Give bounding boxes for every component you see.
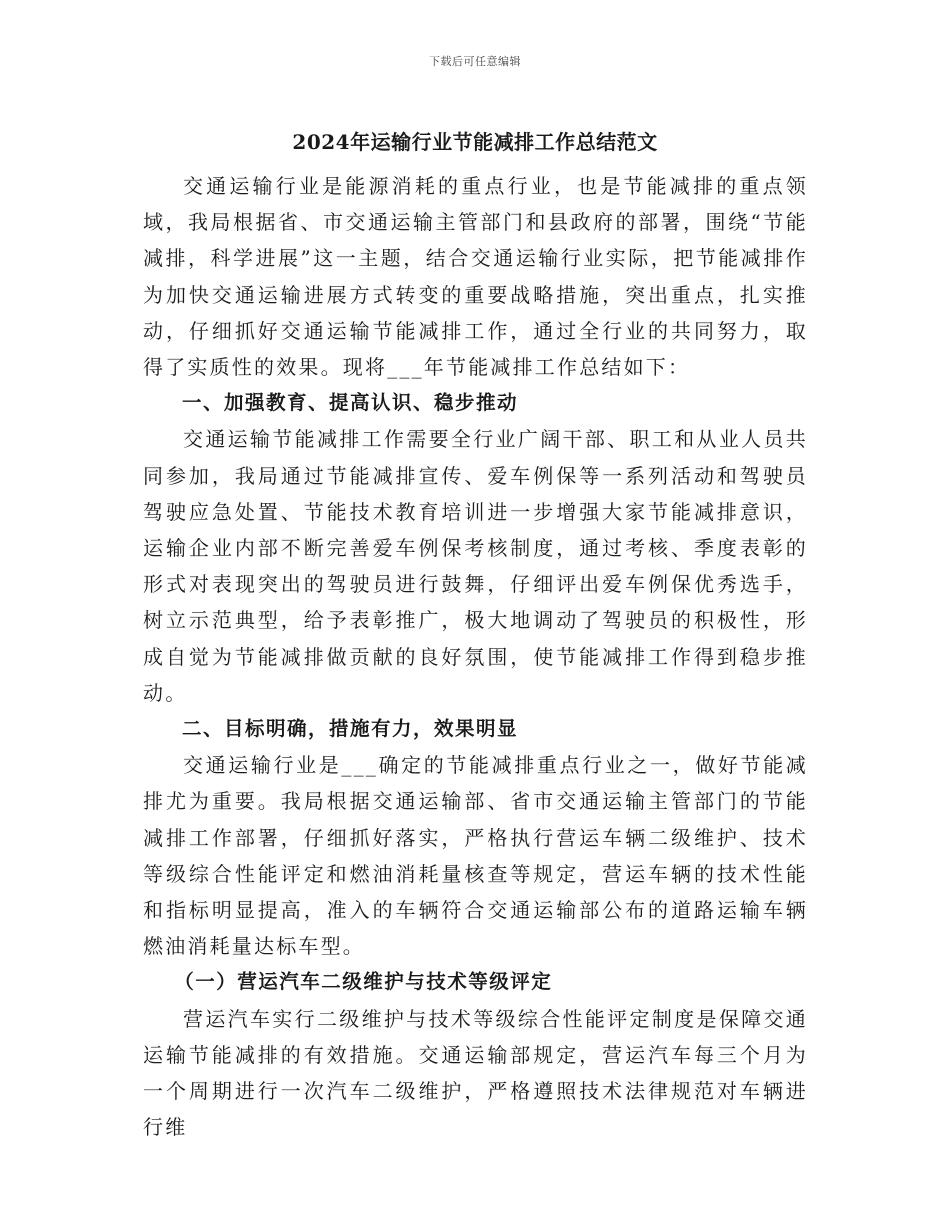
document-body bbox=[143, 168, 808, 1145]
paragraph-intro: 交通运输行业是能源消耗的重点行业，也是节能减排的重点领域，我局根据省、市交通运输主管部门和县政府的部署，围绕“节能减排，科学进展”这一主题，结合交通运输行业实际，把节能减排作为加快交通运输进展方式转变的重要战略措施，突出重点，扎实推动，仔细抓好交通运输节能减排工作，通过全行业的共同努力，取得了实质性的效果。现将___年节能减排工作总结如下： bbox=[143, 174, 808, 380]
section-heading-1: 一、加强教育、提高认识、稳步推动 bbox=[182, 391, 519, 415]
document-title: 2024年运输行业节能减排工作总结范文 bbox=[292, 130, 658, 154]
paragraph-section-1: 交通运输节能减排工作需要全行业广阔干部、职工和从业人员共同参加，我局通过节能减排宣传、爱车例保等一系列活动和驾驶员驾驶应急处置、节能技术教育培训进一步增强大家节能减排意识，运输企业内部不断完善爱车例保考核制度，通过考核、季度表彰的形式对表现突出的驾驶员进行鼓舞，仔细评出爱车例保优秀选手，树立示范典型，给予表彰推广，极大地调动了驾驶员的积极性，形成自觉为节能减排做贡献的良好氛围，使节能减排工作得到稳步推动。 bbox=[143, 427, 808, 705]
paragraph-section-2: 交通运输行业是___确定的节能减排重点行业之一，做好节能减排尤为重要。我局根据交通运输部、省市交通运输主管部门的节能减排工作部署，仔细抓好落实，严格执行营运车辆二级维护、技术等级综合性能评定和燃油消耗量核查等规定，营运车辆的技术性能和指标明显提高，准入的车辆符合交通运输部公布的道路运输车辆燃油消耗量达标车型。 bbox=[143, 753, 808, 959]
paragraph-subsection-1: 营运汽车实行二级维护与技术等级综合性能评定制度是保障交通运输节能减排的有效措施。交通运输部规定，营运汽车每三个月为一个周期进行一次汽车二级维护，严格遵照技术法律规范对车辆进行维 bbox=[143, 1006, 808, 1140]
subsection-heading-1: （一）营运汽车二级维护与技术等级评定 bbox=[174, 970, 553, 994]
header-note: 下载后可任意编辑 bbox=[429, 55, 521, 68]
section-heading-2: 二、目标明确，措施有力，效果明显 bbox=[182, 717, 519, 741]
